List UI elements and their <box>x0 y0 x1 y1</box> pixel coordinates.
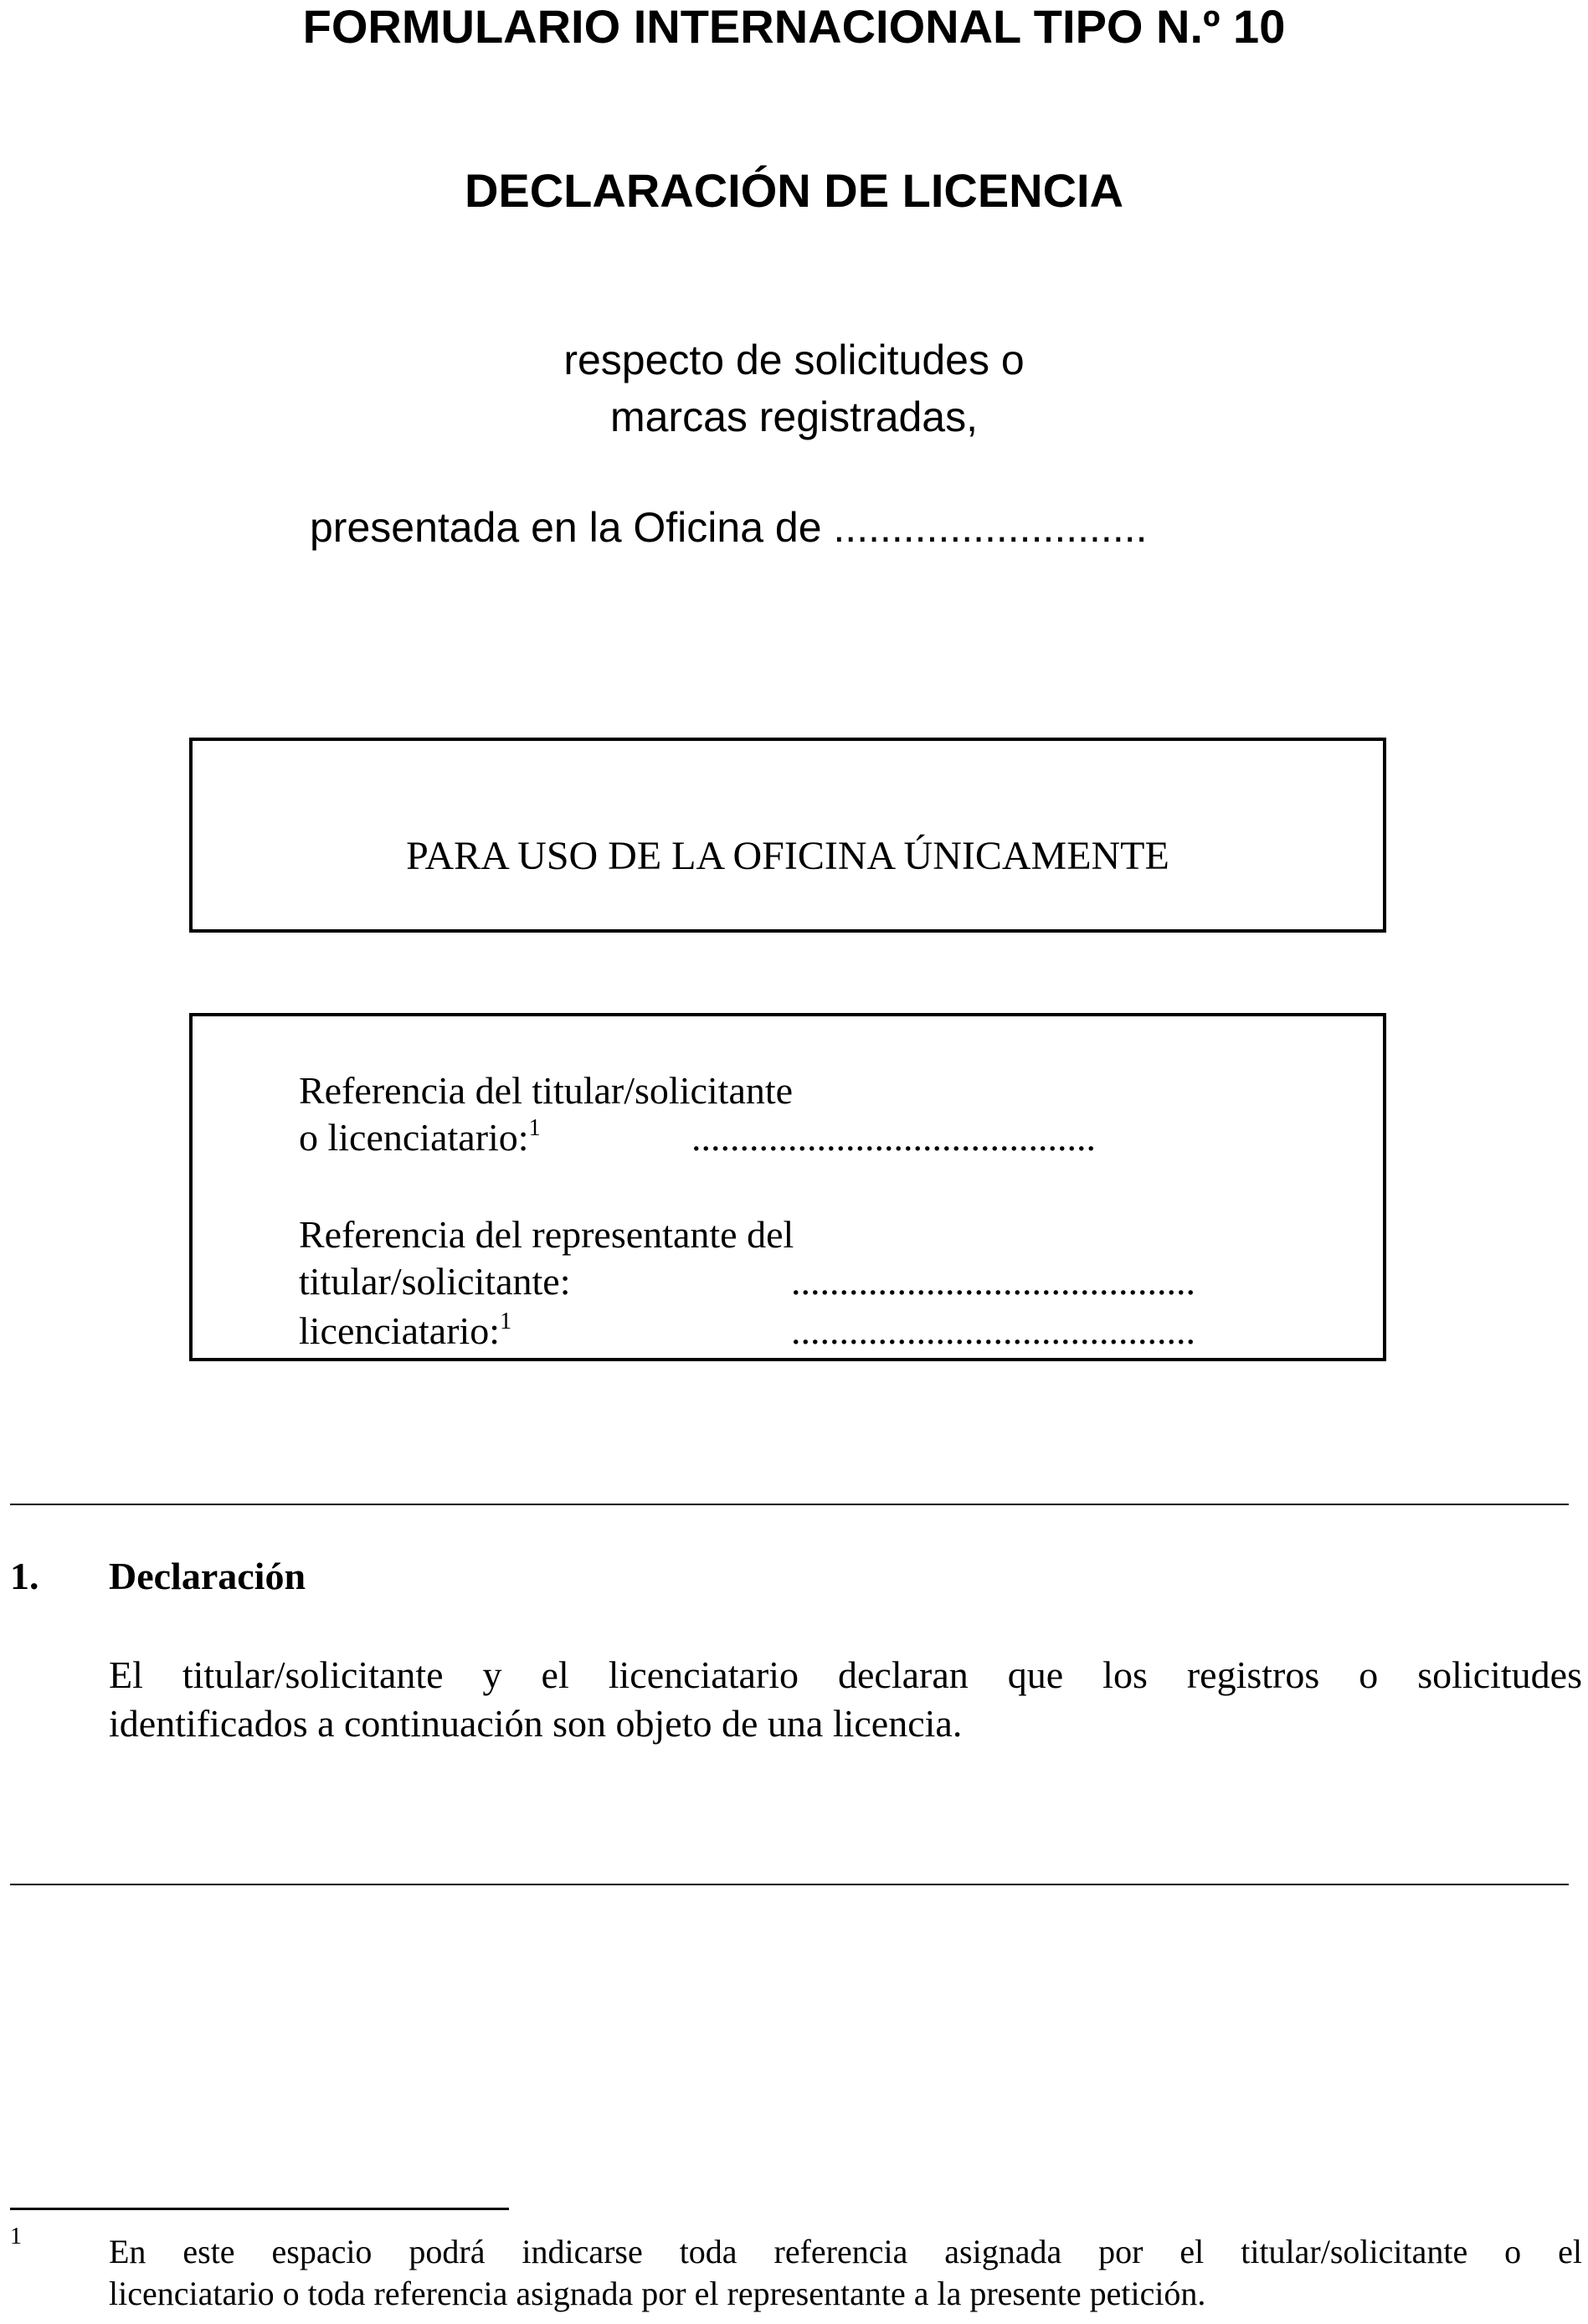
rep-reference-label-2: titular/solicitante: <box>299 1260 571 1303</box>
rep-licensee-label-text: licenciatario: <box>299 1309 501 1352</box>
holder-reference-label-text: o licenciatario: <box>299 1116 529 1159</box>
footnote-text-line-2: licenciatario o toda referencia asignada por el representante a la presente petición. <box>109 2275 1206 2312</box>
scope-line-2: marcas registradas, <box>609 393 979 440</box>
rep-holder-reference-value[interactable]: .......................................... <box>791 1260 1195 1303</box>
holder-reference-label-2 <box>299 1114 541 1161</box>
footnote-text-line-1: En este espacio podrá indicarse toda referencia asignada por el titular/solicitante o el <box>109 2233 1582 2270</box>
office-use-label: PARA USO DE LA OFICINA ÚNICAMENTE <box>406 834 1169 878</box>
form-subtitle: DECLARACIÓN DE LICENCIA <box>464 164 1124 217</box>
section-divider-bottom <box>10 1884 1569 1885</box>
section-divider-top <box>10 1504 1569 1505</box>
holder-footnote-mark: 1 <box>528 1115 541 1141</box>
section-title: Declaración <box>109 1555 306 1597</box>
form-title: FORMULARIO INTERNACIONAL TIPO N.º 10 <box>302 0 1286 53</box>
office-line: presentada en la Oficina de ........................... <box>310 504 1148 551</box>
rep-licensee-reference-value[interactable]: .......................................... <box>791 1309 1195 1352</box>
holder-reference-value[interactable]: .......................................... <box>691 1116 1096 1159</box>
rep-footnote-mark: 1 <box>500 1309 512 1334</box>
footnote-separator <box>10 2208 509 2210</box>
footnote-number: 1 <box>10 2224 22 2249</box>
declaration-text-line-2: identificados a continuación son objeto de una licencia. <box>109 1702 963 1745</box>
holder-reference-label-1: Referencia del titular/solicitante <box>299 1069 794 1112</box>
declaration-text-line-1: El titular/solicitante y el licenciatario declaran que los registros o solicitudes <box>109 1653 1582 1696</box>
section-number: 1. <box>10 1555 39 1597</box>
rep-reference-label-1: Referencia del representante del <box>299 1213 794 1256</box>
scope-line-1: respecto de solicitudes o <box>563 337 1025 383</box>
rep-reference-label-3 <box>299 1308 511 1355</box>
